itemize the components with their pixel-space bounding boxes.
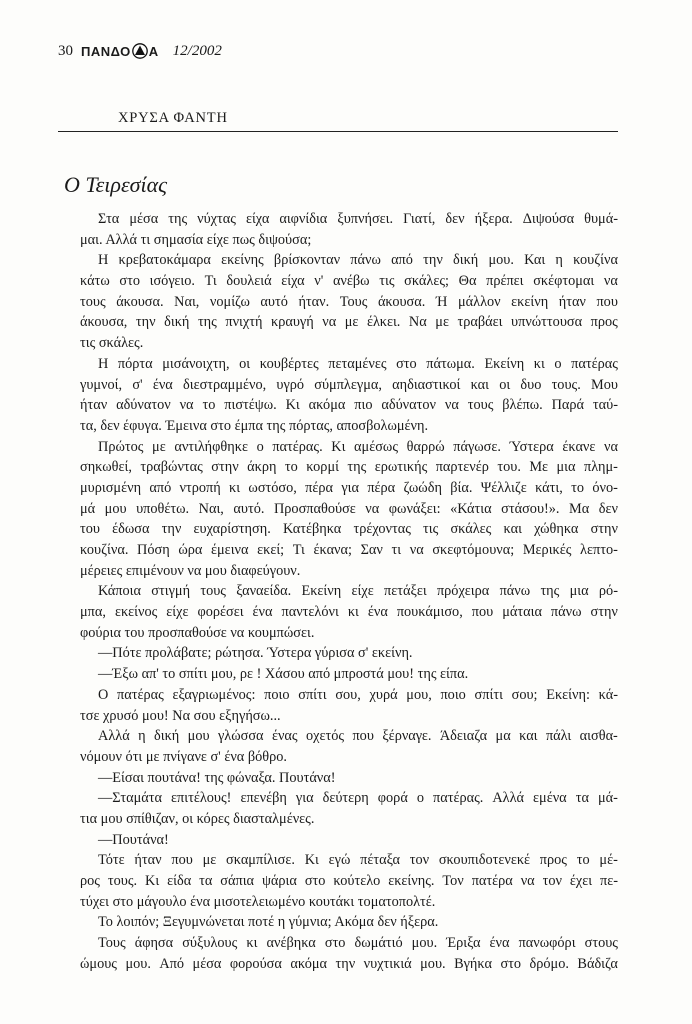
text-line: τσε χρυσό μου! Να σου εξηγήσω... xyxy=(80,707,281,724)
text-line: μαι. Αλλά τι σημασία είχε πως διψούσα; xyxy=(80,231,312,248)
text-line: ώμους μου. Από μέσα φορούσα ακόμα την νυχτικιά μου. Βγήκα στο δρόμο. Βάδιζα xyxy=(80,955,618,972)
text-line: τα, δεν έφυγα. Έμεινα στο έμπα της πόρτας, αποσβολωμένη. xyxy=(80,417,429,434)
text-line: Τότε ήταν που με σκαμπίλισε. Κι εγώ πέταξα τον σκουπιδοτενεκέ προς το μέ- xyxy=(98,852,618,869)
text-line: φούρια του προσπαθούσε να κουμπώσει. xyxy=(80,624,315,641)
author-name: ΧΡΥΣΑ ΦΑΝΤΗ xyxy=(118,110,228,126)
running-header xyxy=(58,40,222,62)
text-line: —Είσαι πουτάνα! της φώναξα. Πουτάνα! xyxy=(98,769,336,786)
text-line: γυμνοί, σ' ένα διεστραμμένο, υγρό σύμπλεγμα, αηδιαστικοί και οι δυο τους. Μου xyxy=(80,376,618,393)
text-line: κάτω στο ισόγειο. Τι δουλειά είχα ν' ανέβω τις σκάλες; Θα πρέπει σκέφτομαι να xyxy=(80,273,618,290)
text-line: άκουσα, την δική της πνιχτή κραυγή να με έλκει. Να με τραβάει υπνώττουσα προς xyxy=(80,314,618,331)
logo-triangle-icon xyxy=(132,43,148,59)
text-line: μυρισμένη από ντροπή κι ωστόσο, πέρα για πέρα ζωώδη βία. Ψέλλιζε κάτι, το όνο- xyxy=(80,479,618,496)
text-line: —Πότε προλάβατε; ρώτησα. Ύστερα γύρισα σ' εκείνη. xyxy=(98,645,413,662)
text-line: του έδωσα την ευχαρίστηση. Κατέβηκα τρέχοντας τις σκάλες και χώθηκα στην xyxy=(80,521,618,538)
text-line: —Έξω απ' το σπίτι μου, ρε ! Χάσου από μπροστά μου! της είπα. xyxy=(98,666,469,683)
text-line: μά μου υποθέτω. Ναι, αυτό. Προσπαθούσε να φωνάξει: «Κάτια στάσου!». Μα δεν xyxy=(80,500,618,517)
text-line: Στα μέσα της νύχτας είχα αιφνίδια ξυπνήσει. Γιατί, δεν ήξερα. Διψούσα θυμά- xyxy=(98,211,618,227)
magazine-logo-left: ΠΑΝΔΟ xyxy=(81,43,131,59)
text-line: μέρειες επιμένουν να μου διαφεύγουν. xyxy=(80,562,301,579)
magazine-logo xyxy=(81,43,159,59)
text-line: Η πόρτα μισάνοιχτη, οι κουβέρτες πεταμένες στο πάτωμα. Εκείνη κι ο πατέρας xyxy=(98,355,618,372)
text-line: τύχει στο μάγουλο ένα μισοτελειωμένο κουτάκι τοματοπολτέ. xyxy=(80,893,436,910)
text-line: Αλλά η δική μου γλώσσα ένας οχετός που ξέρναγε. Άδειαζα μα και πάλι αισθα- xyxy=(98,728,618,745)
text-line: τις σκάλες. xyxy=(80,335,144,352)
issue-date: 12/2002 xyxy=(172,42,222,59)
text-line: —Σταμάτα επιτέλους! επενέβη για δεύτερη φορά ο πατέρας. Αλλά εμένα τα μά- xyxy=(98,790,618,807)
text-line: —Πουτάνα! xyxy=(98,831,169,848)
text-line: Ο πατέρας εξαγριωμένος: ποιο σπίτι σου, χυρά μου, ποιο σπίτι σου; Εκείνη: κά- xyxy=(98,686,618,703)
text-line: ρος τους. Κι είδα τα σάπια ψάρια στο κούτελο εκείνης. Τον πατέρα να τον έχει πε- xyxy=(80,873,618,889)
text-line: Το λοιπόν; Ξεγυμνώνεται ποτέ η γύμνια; Ακόμα δεν ήξερα. xyxy=(98,914,439,931)
magazine-logo-right: Α xyxy=(148,43,159,59)
text-line: κουζίνα. Πόση ώρα έμεινα εκεί; Τι έκανα; Σαν τι να σκεφτόμουνα; Μερικές λεπτο- xyxy=(80,542,618,558)
header-divider xyxy=(58,131,618,132)
text-line: Πρώτος με αντιλήφθηκε ο πατέρας. Κι αμέσως θαρρώ πάγωσε. Ύστερα έκανε να xyxy=(98,438,618,455)
article-body xyxy=(80,209,618,974)
text-line: Κάποια στιγμή τους ξαναείδα. Εκείνη είχε πετάξει πρόχειρα πάνω της μια ρό- xyxy=(98,583,618,600)
text-line: μπα, εκείνος είχε φορέσει ένα παντελόνι κι ένα πουκάμισο, που μάταια πάνω στην xyxy=(80,604,618,621)
text-line: Τους άφησα σύξυλους κι ανέβηκα στο δωμάτιό μου. Έριξα ένα πανωφόρι στους xyxy=(98,935,618,952)
page-number: 30 xyxy=(58,42,73,59)
text-line: ήταν αδύνατον να το πιστέψω. Κι ακόμα πιο αδύνατον να τους βλέπω. Παρά ταύ- xyxy=(80,397,618,414)
text-line: νόμουν ότι με πνίγανε σ' ένα βόθρο. xyxy=(80,748,287,765)
text-line: τια μου σπίθιζαν, οι κόρες διασταλμένες. xyxy=(80,810,315,827)
text-line: σηκωθεί, τραβώντας στην άκρη το κορμί της ερωτικής παρτενέρ του. Με μια πλημ- xyxy=(80,459,618,476)
text-line: τους άκουσα. Ναι, νομίζω αυτό ήταν. Τους άκουσα. Ή μάλλον εκείνη ήταν που xyxy=(80,293,618,310)
article-title: Ο Τειρεσίας xyxy=(64,172,168,197)
text-line: Η κρεβατοκάμαρα εκείνης βρίσκονταν πάνω από την δική μου. Και η κουζίνα xyxy=(98,252,618,269)
